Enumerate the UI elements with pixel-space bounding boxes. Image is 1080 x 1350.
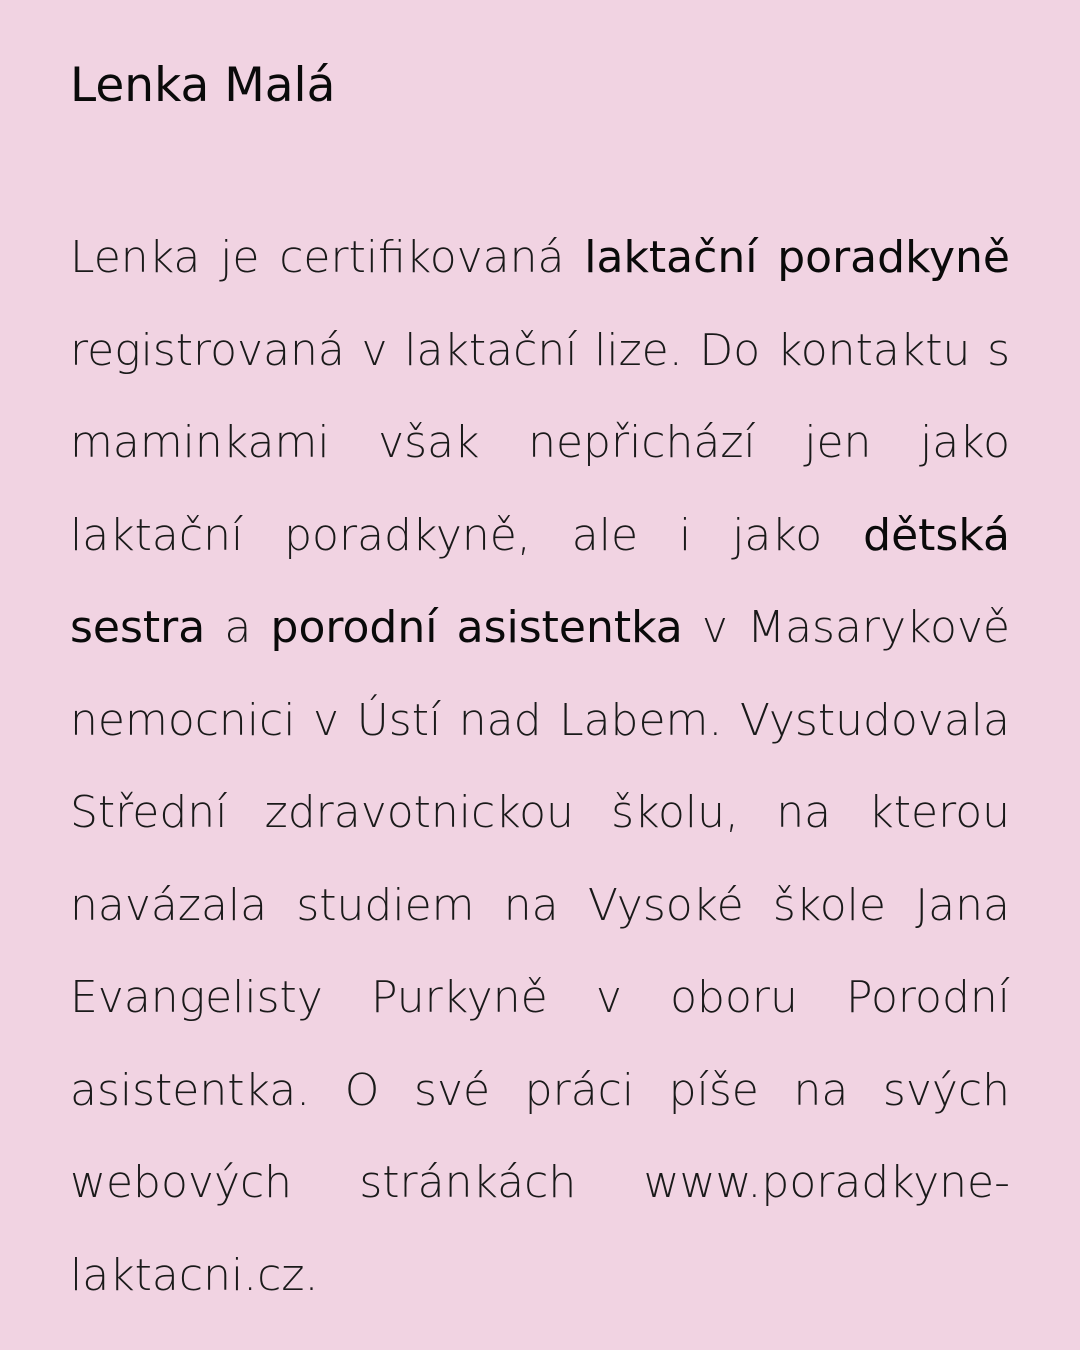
person-name-heading: Lenka Malá — [70, 58, 336, 113]
bio-text-2: registrovaná v laktační lize. Do kontaktu s maminkami však nepřichází jen jako laktační poradkyně, ale i jako — [70, 324, 1010, 561]
bio-text-1: Lenka je certifikovaná — [70, 232, 585, 283]
bio-highlight-pediatric-nurse: dětská sestra — [70, 509, 1010, 653]
bio-highlight-lactation-consultant: laktační poradkyně — [584, 232, 1010, 283]
bio-text-4: v Masarykově nemocnici v Ústí nad Labem. Vystudovala Střední zdravotnickou školu, na kterou navázala studiem na Vysoké škole Jana Evangelisty Purkyně v oboru Porodní asistentka. O své práci píše na svých webových stránkách www.poradkyne-laktacni.cz. — [70, 602, 1011, 1301]
bio-text-3: a — [205, 602, 271, 653]
bio-paragraph — [70, 212, 1010, 1322]
bio-highlight-midwife: porodní asistentka — [270, 602, 683, 653]
